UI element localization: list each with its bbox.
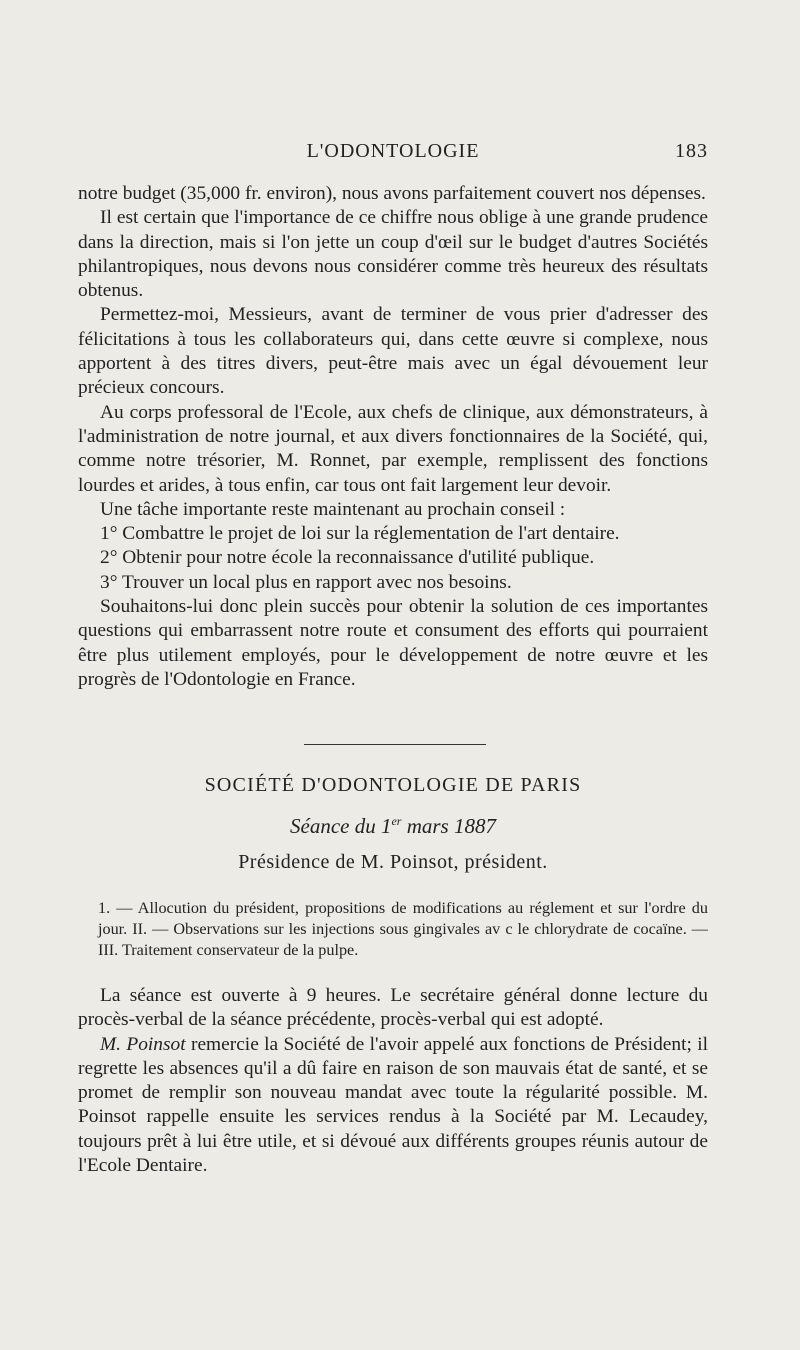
- paragraph: Une tâche importante reste maintenant au prochain conseil :: [100, 498, 566, 520]
- section-divider: [304, 744, 486, 745]
- paragraph-text: remercie la Société de l'avoir appelé aux fonctions de Président; il regrette les absences qu'il a dû faire en raison de son mauvais état de santé, et se promet de remplir son nouveau mandat avec toute la régularité possible. M. Poinsot rappelle ensuite les services rendus à la Société par M. Lecaudey, toujours prêt à lui être utile, et si dévoué aux différents groupes réunis autour de l'Ecole Dentaire.: [78, 1033, 708, 1177]
- paragraph: Au corps professoral de l'Ecole, aux chefs de clinique, aux démonstrateurs, à l'administration de notre journal, et aux divers fonctionnaires de la Société, qui, comme notre trésorier, M. Ronnet, par exemple, remplissent des fonctions lourdes et arides, à tous enfin, car tous ont fait largement leur devoir.: [78, 401, 708, 496]
- page-number: 183: [675, 140, 708, 162]
- speaker-name: M. Poinsot: [100, 1033, 186, 1055]
- paragraph: Il est certain que l'importance de ce chiffre nous oblige à une grande prudence dans la direction, mais si l'on jette un coup d'œil sur le budget d'autres Sociétés philantropiques, nous devons nous considérer comme très heureux des résultats obtenus.: [78, 207, 708, 302]
- bottom-text-block: [78, 984, 708, 1178]
- paragraph: [78, 1033, 708, 1179]
- list-item: 3° Trouver un local plus en rapport avec nos besoins.: [100, 571, 512, 593]
- paragraph: Souhaitons-lui donc plein succès pour obtenir la solution de ces importantes questions qui embarrassent notre route et consument des efforts qui pourraient être plus utilement employés, pour le développement de notre œuvre et les progrès de l'Odontologie en France.: [78, 596, 708, 690]
- list-item: 2° Obtenir pour notre école la reconnaissance d'utilité publique.: [100, 547, 595, 569]
- paragraph: Permettez-moi, Messieurs, avant de terminer de vous prier d'adresser des félicitations à tous les collaborateurs qui, dans cette œuvre si complexe, nous apportent à des titres divers, peut-être mais avec un égal dévouement leur précieux concours.: [78, 304, 708, 399]
- running-title: L'ODONTOLOGIE: [306, 140, 480, 162]
- agenda: 1. — Allocution du président, propositions de modifications au réglement et sur l'ordre du jour. II. — Observations sur les injections sous gingivales av c le chlorydrate de cocaïne. — III. Traitement conservateur de la pulpe.: [98, 899, 708, 959]
- session-date-prefix: Séance du 1: [290, 814, 392, 838]
- top-text-block: [78, 182, 708, 692]
- session-date-sup: er: [391, 814, 402, 828]
- paragraph: La séance est ouverte à 9 heures. Le secrétaire général donne lecture du procès-verbal de la séance précédente, procès-verbal qui est adopté.: [78, 985, 708, 1031]
- section-title: SOCIÉTÉ D'ODONTOLOGIE DE PARIS: [204, 774, 582, 796]
- page-header: [78, 140, 708, 166]
- paragraph: notre budget (35,000 fr. environ), nous avons parfaitement couvert nos dépenses.: [78, 183, 706, 204]
- list-item: 1° Combattre le projet de loi sur la réglementation de l'art dentaire.: [100, 523, 620, 545]
- session-date: [78, 814, 708, 839]
- session-date-suffix: mars 1887: [401, 814, 496, 838]
- presidency-line: Présidence de M. Poinsot, président.: [238, 851, 548, 873]
